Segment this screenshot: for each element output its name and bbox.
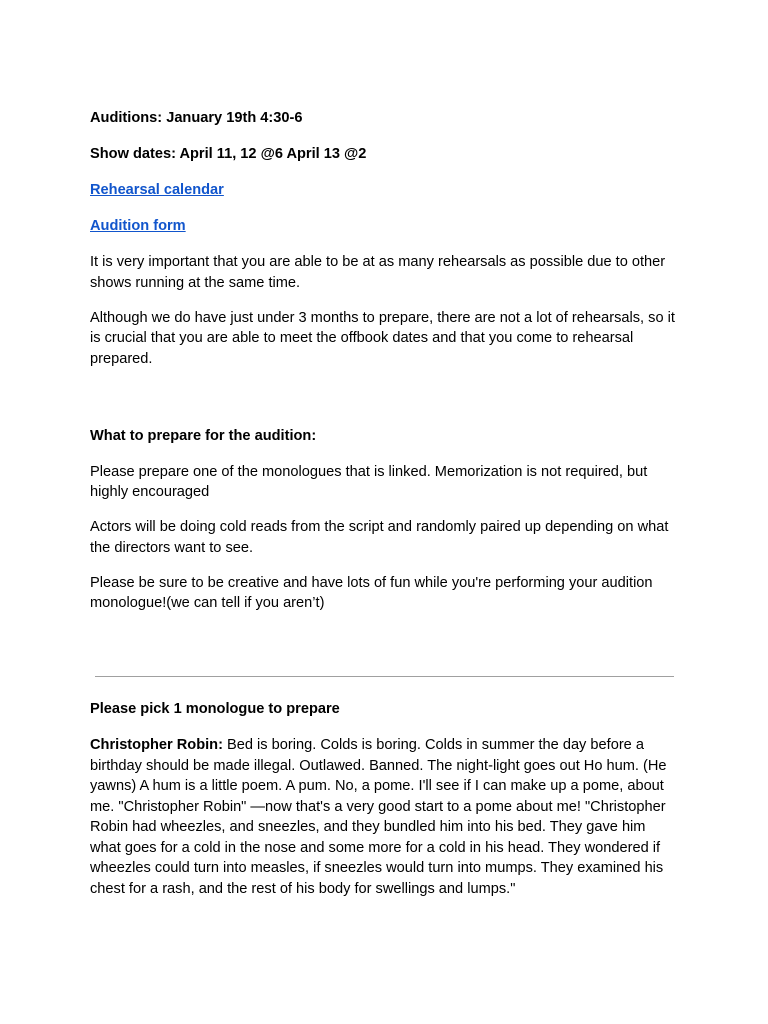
auditions-date: Auditions: January 19th 4:30-6	[90, 110, 303, 126]
show-dates: Show dates: April 11, 12 @6 April 13 @2	[90, 146, 367, 162]
cold-reads-paragraph: Actors will be doing cold reads from the script and randomly paired up depending on what the directors want to see.	[90, 519, 669, 556]
audition-form-link[interactable]: Audition form	[90, 218, 186, 234]
monologue-text: Bed is boring. Colds is boring. Colds in summer the day before a birthday should be made illegal. Outlawed. Banned. The night-light goes out Ho hum. (He yawns) A hum is a little poem. A pum. No, a pome. I'll see if I can make up a pome, about me. "Christopher Robin" —now that's a very good start to a pome about me! "Christopher Robin had wheezles, and sneezles, and they bundled him into his bed. They gave him what goes for a cold in the nose and some more for a cold in his head. They wondered if wheezles could turn into measles, if sneezles would turn into mumps. They examined his chest for a rash, and the rest of his body for swellings and lumps."	[90, 737, 667, 897]
monologue-instructions-paragraph: Please prepare one of the monologues that is linked. Memorization is not required, but highly encouraged	[90, 463, 648, 500]
section-divider	[95, 676, 674, 677]
monologue-heading: Please pick 1 monologue to prepare	[90, 701, 340, 717]
monologue-christopher-robin	[90, 735, 680, 899]
spacer	[90, 384, 680, 426]
rehearsal-calendar-link[interactable]: Rehearsal calendar	[90, 182, 224, 198]
preparation-paragraph: Although we do have just under 3 months to prepare, there are not a lot of rehearsals, so it is crucial that you are able to meet the offbook dates and that you come to rehearsal prepared.	[90, 309, 675, 367]
prep-heading: What to prepare for the audition:	[90, 427, 317, 444]
document-body	[90, 108, 680, 628]
monologue-section	[90, 699, 680, 914]
creative-paragraph: Please be sure to be creative and have lots of fun while you're performing your audition monologue!(we can tell if you aren’t)	[90, 574, 653, 611]
monologue-speaker: Christopher Robin:	[90, 737, 223, 753]
rehearsal-attendance-paragraph: It is very important that you are able to be at as many rehearsals as possible due to other shows running at the same time.	[90, 254, 666, 291]
